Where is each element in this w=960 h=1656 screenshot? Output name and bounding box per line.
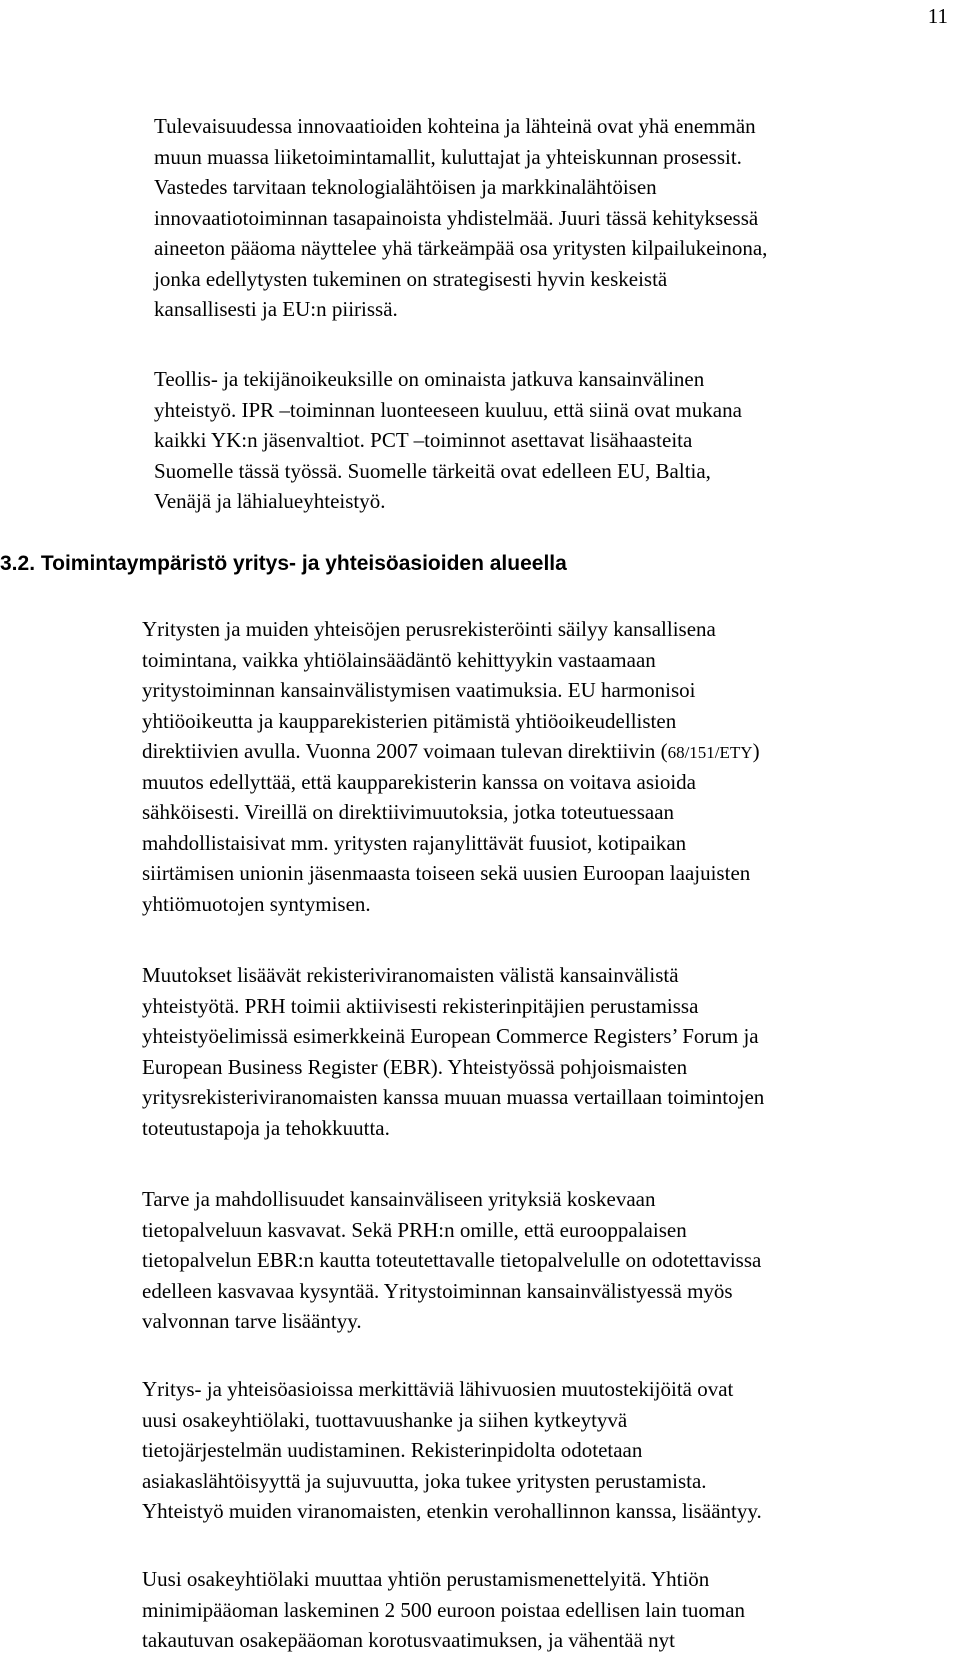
text-line: mahdollistaisivat mm. yritysten rajanylittävät fuusiot, kotipaikan [142, 830, 687, 855]
text-line: European Business Register (EBR). Yhteistyössä pohjoismaisten [142, 1054, 688, 1079]
text-line: kansallisesti ja EU:n piirissä. [154, 297, 398, 321]
text-line: yhteistyötä. PRH toimii aktiivisesti rekisterinpitäjien perustamissa [142, 993, 699, 1018]
text-line: takautuvan osakepääoman korotusvaatimuksen, ja vähentää nyt [142, 1628, 675, 1652]
text-line: toimintana, vaikka yhtiölainsäädäntö kehittyykin vastaamaan [142, 647, 656, 672]
text-line: Uusi osakeyhtiölaki muuttaa yhtiön perustamismenettelyitä. Yhtiön [142, 1567, 710, 1591]
text-segment: direktiivien avulla. Vuonna 2007 voimaan tulevan direktiivin ( [142, 739, 668, 763]
text-line: Yritysten ja muiden yhteisöjen perusrekisteröinti säilyy kansallisena [142, 617, 716, 641]
text-line: edelleen kasvavaa kysyntää. Yritystoiminnan kansainvälistyessä myös [142, 1278, 733, 1303]
text-line: yritystoiminnan kansainvälistymisen vaatimuksia. EU harmonisoi [142, 678, 696, 702]
text-line: muun muassa liiketoimintamallit, kuluttajat ja yhteiskunnan prosessit. [154, 144, 742, 169]
text-line: Venäjä ja lähialueyhteistyö. [154, 489, 386, 513]
text-line: yhtiömuotojen syntymisen. [142, 891, 371, 916]
text-line: yritysrekisteriviranomaisten kanssa muuan muassa vertaillaan toimintojen [142, 1085, 765, 1109]
text-line: Suomelle tässä työssä. Suomelle tärkeitä ovat edelleen EU, Baltia, [154, 458, 711, 483]
text-line: tietojärjestelmän uudistaminen. Rekisterinpidolta odotetaan [142, 1438, 643, 1462]
text-line: tietopalveluun kasvavat. Sekä PRH:n omille, että eurooppalaisen [142, 1217, 687, 1242]
text-line: Teollis- ja tekijänoikeuksille on ominaista jatkuva kansainvälinen [154, 367, 705, 391]
text-line: yhteistyöelimissä esimerkkeinä European Commerce Registers’ Forum ja [142, 1024, 759, 1048]
text-line: jonka edellytysten tukeminen on strategisesti hyvin keskeistä [154, 266, 668, 291]
text-line: Tarve ja mahdollisuudet kansainväliseen yrityksiä koskevaan [142, 1187, 656, 1211]
text-line: muutos edellyttää, että kaupparekisterin kanssa on voitava asioida [142, 769, 696, 794]
text-line: innovaatiotoiminnan tasapainoista yhdistelmää. Juuri tässä kehityksessä [154, 205, 759, 230]
text-line: Vastedes tarvitaan teknologialähtöisen ja markkinalähtöisen [154, 175, 657, 199]
text-line: kaikki YK:n jäsenvaltiot. PCT –toiminnot asettavat lisähaasteita [154, 428, 693, 452]
section-heading: 3.2. Toimintaympäristö yritys- ja yhteisöasioiden alueella [0, 552, 567, 575]
text-line: Muutokset lisäävät rekisteriviranomaisten välistä kansainvälistä [142, 963, 679, 987]
text-line: minimipääoman laskeminen 2 500 euroon poistaa edellisen lain tuoman [142, 1597, 746, 1622]
text-line: yhtiöoikeutta ja kaupparekisterien pitämistä yhtiöoikeudellisten [142, 708, 677, 733]
text-line: toteutustapoja ja tehokkuutta. [142, 1115, 390, 1140]
text-line: Yritys- ja yhteisöasioissa merkittäviä lähivuosien muutostekijöitä ovat [142, 1377, 734, 1401]
text-line: yhteistyö. IPR –toiminnan luonteeseen kuuluu, että siinä ovat mukana [154, 397, 742, 422]
text-line [142, 736, 760, 769]
text-line: Yhteistyö muiden viranomaisten, etenkin verohallinnon kanssa, lisääntyy. [142, 1499, 762, 1523]
text-line: Tulevaisuudessa innovaatioiden kohteina ja lähteinä ovat yhä enemmän [154, 114, 756, 138]
text-line: aineeton pääoma näyttelee yhä tärkeämpää osa yritysten kilpailukeinona, [154, 236, 768, 260]
text-line: uusi osakeyhtiölaki, tuottavuushanke ja siihen kytkeytyvä [142, 1407, 628, 1432]
directive-reference: 68/151/ETY [667, 743, 753, 762]
text-line: sähköisesti. Vireillä on direktiivimuutoksia, jotka toteutuessaan [142, 800, 675, 824]
text-line: tietopalvelun EBR:n kautta toteutettavalle tietopalvelulle on odotettavissa [142, 1248, 762, 1272]
text-line: asiakaslähtöisyyttä ja sujuvuutta, joka tukee yritysten perustamista. [142, 1468, 707, 1493]
text-segment: ) [752, 739, 760, 763]
text-line: valvonnan tarve lisääntyy. [142, 1309, 362, 1333]
page-number: 11 [927, 4, 948, 28]
text-line: siirtämisen unionin jäsenmaasta toiseen sekä uusien Euroopan laajuisten [142, 861, 751, 885]
